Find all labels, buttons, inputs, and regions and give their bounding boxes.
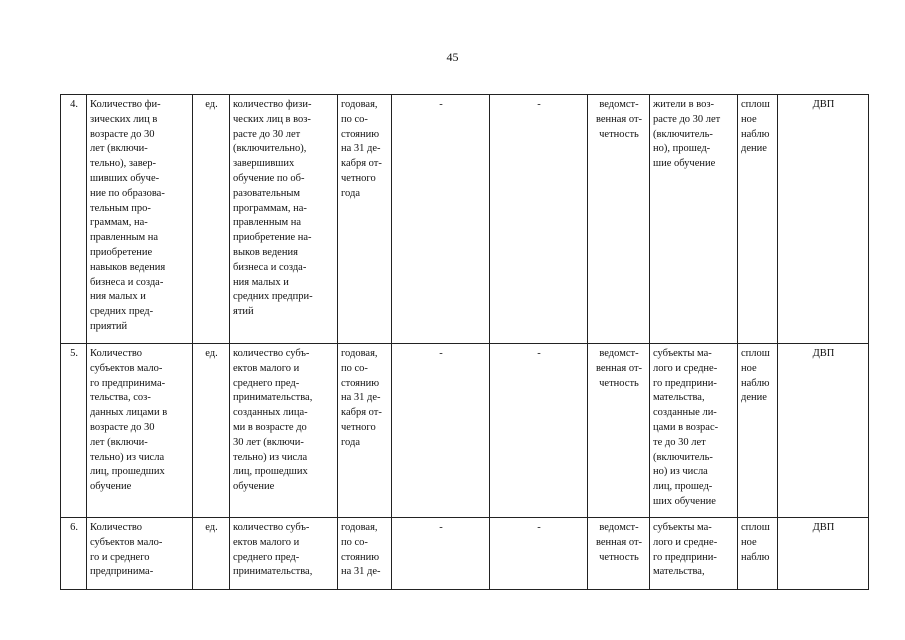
empty-dash-cell: - (392, 518, 490, 590)
observation-population: субъекты ма- лого и средне- го предприни- мательства, созданные ли- цами в возрас- те до 30 лет (включитель- но) из числа лиц, прошед- ших обучение (650, 344, 738, 518)
indicators-table (60, 94, 869, 590)
data-source: ведомст- венная от- четность (588, 518, 650, 590)
responsible-org: ДВП (778, 95, 869, 344)
empty-dash-cell: - (490, 95, 588, 344)
observation-method: сплош ное наблю (738, 518, 778, 590)
unit-of-measure: ед. (193, 95, 230, 344)
row-number: 5. (61, 344, 87, 518)
page-number: 45 (446, 50, 459, 64)
indicator-definition: количество физи- ческих лиц в воз- расте до 30 лет (включительно), завершивших обучение по об- разовательным программам, на- правленным на приобретение на- выков ведения бизнеса и созда- ния малых и средних предпри- ятий (230, 95, 338, 344)
indicator-definition: количество субъ- ектов малого и среднего пред- принимательства, созданных лица- ми в возрасте до 30 лет (включи- тельно) из числа лиц, прошедших обучение (230, 344, 338, 518)
unit-of-measure: ед. (193, 518, 230, 590)
indicator-name: Количество субъектов мало- го предпринима- тельства, соз- данных лицами в возрасте до 30 лет (включи- тельно) из числа лиц, прошедших обучение (87, 344, 193, 518)
indicator-name: Количество фи- зических лиц в возрасте до 30 лет (включи- тельно), завер- шивших обуче- ние по образова- тельным про- граммам, на- правленным на приобретение навыков ведения бизнеса и созда- ния малых и средних пред- приятий (87, 95, 193, 344)
row-number: 6. (61, 518, 87, 590)
observation-population: жители в воз- расте до 30 лет (включитель- но), прошед- шие обучение (650, 95, 738, 344)
periodicity: годовая, по со- стоянию на 31 де- кабря от- четного года (338, 95, 392, 344)
responsible-org: ДВП (778, 344, 869, 518)
indicator-name: Количество субъектов мало- го и среднего предпринима- (87, 518, 193, 590)
row-number: 4. (61, 95, 87, 344)
periodicity: годовая, по со- стоянию на 31 де- кабря от- четного года (338, 344, 392, 518)
table-row (61, 518, 869, 590)
empty-dash-cell: - (490, 518, 588, 590)
observation-method: сплош ное наблю дение (738, 344, 778, 518)
table-row (61, 344, 869, 518)
observation-population: субъекты ма- лого и средне- го предприни- мательства, (650, 518, 738, 590)
indicator-definition: количество субъ- ектов малого и среднего пред- принимательства, (230, 518, 338, 590)
empty-dash-cell: - (490, 344, 588, 518)
empty-dash-cell: - (392, 344, 490, 518)
data-source: ведомст- венная от- четность (588, 344, 650, 518)
table-row (61, 95, 869, 344)
data-source: ведомст- венная от- четность (588, 95, 650, 344)
observation-method: сплош ное наблю дение (738, 95, 778, 344)
unit-of-measure: ед. (193, 344, 230, 518)
empty-dash-cell: - (392, 95, 490, 344)
periodicity: годовая, по со- стоянию на 31 де- (338, 518, 392, 590)
responsible-org: ДВП (778, 518, 869, 590)
